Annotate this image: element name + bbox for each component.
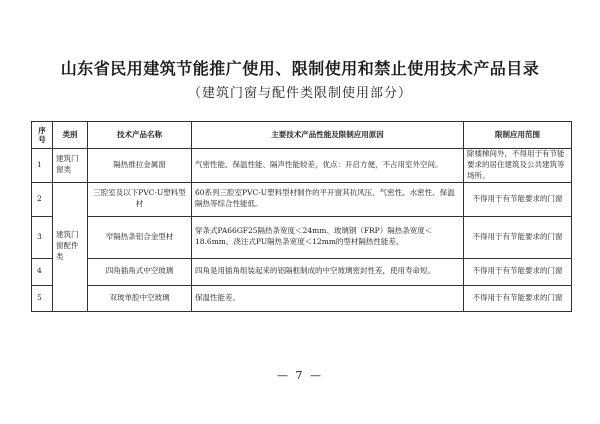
table-row: [32, 258, 572, 285]
header-product: 技术产品名称: [88, 122, 192, 149]
row-reason: 60系列三腔室PVC-U塑料型材制作的平开窗其抗风压、气密性、水密性、保温隔热等综合性能低。: [192, 182, 464, 216]
row-scope: 不得用于有节能要求的门窗: [464, 285, 572, 311]
row-seq: 4: [32, 258, 53, 285]
row-reason: 四角是用插角组装起来的铝隔框制成的中空玻璃密封性差，使用寿命短。: [192, 258, 464, 285]
row-seq: 1: [32, 149, 53, 183]
header-scope: 限制应用范围: [464, 122, 572, 149]
table-row: [32, 285, 572, 311]
row-scope: 不得用于有节能要求的门窗: [464, 182, 572, 216]
row-scope: 不得用于有节能要求的门窗: [464, 258, 572, 285]
header-category: 类别: [53, 122, 88, 149]
table-row: [32, 216, 572, 258]
page-number: — 7 —: [277, 369, 323, 382]
row-product: 四角插角式中空玻璃: [88, 258, 192, 285]
row-reason: 气密性能、保温性能、隔声性能较差，优点：开启方便，不占用室外空间。: [192, 149, 464, 183]
header-reason: 主要技术产品性能及限制应用原因: [192, 122, 464, 149]
row-reason: 穿条式PA66GF25隔热条宽度＜24mm、玻璃钢（FRP）隔热条宽度＜18.6mm、浇注式PU隔热条宽度＜12mm的型材隔热性能差。: [192, 216, 464, 258]
product-table: [31, 121, 572, 312]
table-row: [32, 149, 572, 183]
row-product: 窄隔热条铝合金型材: [88, 216, 192, 258]
table-header-row: [32, 122, 572, 149]
document-title: 山东省民用建筑节能推广使用、限制使用和禁止使用技术产品目录: [60, 59, 540, 78]
row-category: 建筑门窗配件类: [53, 182, 88, 311]
row-seq: 5: [32, 285, 53, 311]
table-row: [32, 182, 572, 216]
header-seq: 序号: [32, 122, 53, 149]
row-seq: 2: [32, 182, 53, 216]
row-reason: 保温性能差。: [192, 285, 464, 311]
row-scope: 除楼梯间外，不得用于有节能要求的居住建筑及公共建筑等场所。: [464, 149, 572, 183]
row-product: 隔热推拉金属窗: [88, 149, 192, 183]
row-product: 三腔室及以下PVC-U塑料型材: [88, 182, 192, 216]
document-subtitle: （建筑门窗与配件类限制使用部分）: [187, 86, 412, 101]
row-scope: 不得用于有节能要求的门窗: [464, 216, 572, 258]
row-seq: 3: [32, 216, 53, 258]
row-product: 双玻单腔中空玻璃: [88, 285, 192, 311]
row-category: 建筑门窗类: [53, 149, 88, 183]
